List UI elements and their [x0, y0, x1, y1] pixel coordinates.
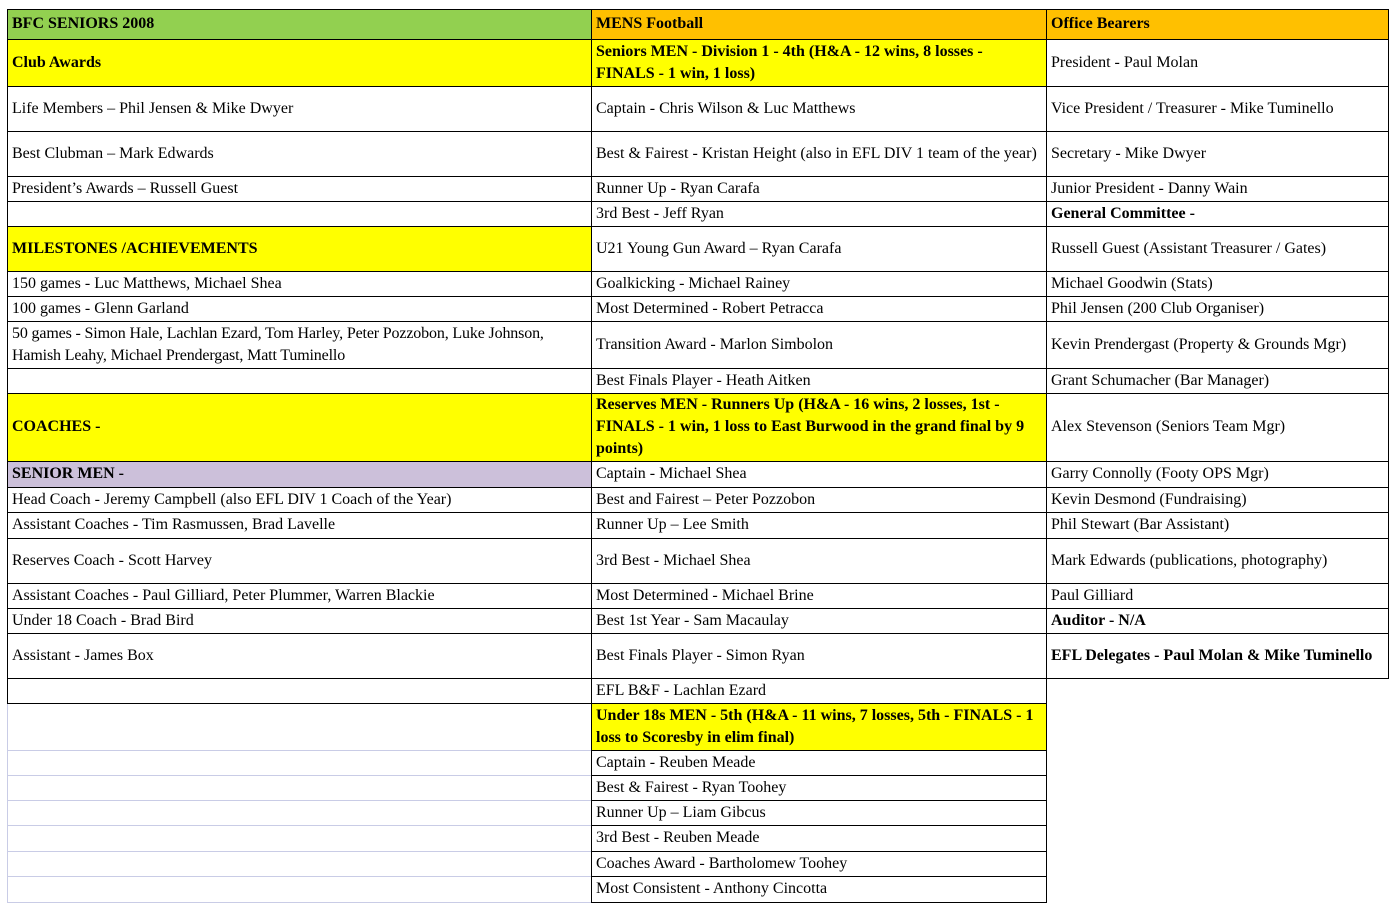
seniors-3rd-best-cell: 3rd Best - Jeff Ryan	[596, 204, 724, 222]
grid-line	[7, 368, 1389, 369]
seniors-captain-cell: Captain - Chris Wilson & Luc Matthews	[596, 99, 856, 117]
grid-line	[591, 825, 1046, 826]
grid-line	[7, 902, 591, 903]
grid-line	[591, 800, 1046, 801]
seniors-runner-up-cell: Runner Up - Ryan Carafa	[596, 179, 760, 197]
paul-gilliard-cell: Paul Gilliard	[1051, 586, 1134, 604]
kevin-desmond-cell: Kevin Desmond (Fundraising)	[1051, 490, 1247, 508]
grid-line	[591, 9, 592, 903]
grid-line	[7, 131, 1389, 132]
u18-captain-cell: Captain - Reuben Meade	[596, 753, 756, 771]
grid-line	[7, 9, 1389, 10]
grid-line	[7, 176, 1389, 177]
grid-line	[7, 538, 1389, 539]
grid-line	[7, 750, 591, 751]
transition-award-cell: Transition Award - Marlon Simbolon	[596, 335, 834, 353]
grid-line	[7, 608, 1389, 609]
assistant-coaches-1-cell: Assistant Coaches - Tim Rasmussen, Brad Lavelle	[12, 516, 336, 533]
grid-line	[7, 226, 1389, 227]
grant-schumacher-cell: Grant Schumacher (Bar Manager)	[1051, 371, 1270, 389]
efl-delegates-cell: EFL Delegates - Paul Molan & Mike Tuminello	[1051, 646, 1373, 664]
u21-award-cell: U21 Young Gun Award – Ryan Carafa	[596, 239, 842, 257]
milestones-heading: MILESTONES /ACHIEVEMENTS	[7, 226, 591, 271]
grid-line	[591, 876, 1046, 877]
seniors-best-fairest-cell: Best & Fairest - Kristan Height (also in EFL DIV 1 team of the year)	[596, 144, 1037, 162]
grid-line	[7, 321, 1389, 322]
grid-line	[7, 296, 1389, 297]
reserves-best-finals-cell: Best Finals Player - Simon Ryan	[596, 646, 805, 664]
grid-line	[7, 512, 1389, 513]
head-coach-cell: Head Coach - Jeremy Campbell (also EFL DIV 1 Coach of the Year)	[12, 490, 452, 508]
u18-best-fairest-cell: Best & Fairest - Ryan Toohey	[596, 778, 787, 796]
efl-bf-cell: EFL B&F - Lachlan Ezard	[596, 681, 767, 699]
office-bearers-header: Office Bearers	[1046, 9, 1389, 39]
table-title-cell: BFC SENIORS 2008	[7, 9, 591, 39]
grid-line	[7, 633, 1389, 634]
awards-table	[7, 9, 1389, 905]
grid-line	[7, 678, 1389, 679]
reserves-best-1st-year-cell: Best 1st Year - Sam Macaulay	[596, 611, 789, 629]
grid-line	[7, 851, 591, 852]
club-awards-heading: Club Awards	[7, 39, 591, 86]
phil-jensen-cell: Phil Jensen (200 Club Organiser)	[1051, 299, 1265, 317]
grid-line	[7, 271, 1389, 272]
reserves-captain-cell: Captain - Michael Shea	[596, 465, 747, 482]
assistant-coaches-2-cell: Assistant Coaches - Paul Gilliard, Peter Plummer, Warren Blackie	[12, 586, 435, 604]
grid-line	[7, 461, 1389, 462]
life-members-cell: Life Members – Phil Jensen & Mike Dwyer	[12, 99, 294, 117]
under18s-men-heading: Under 18s MEN - 5th (H&A - 11 wins, 7 losses, 5th - FINALS - 1 loss to Scoresby in elim final)	[591, 703, 1046, 750]
grid-line	[7, 775, 591, 776]
michael-goodwin-cell: Michael Goodwin (Stats)	[1051, 274, 1213, 292]
reserves-3rd-best-cell: 3rd Best - Michael Shea	[596, 551, 751, 569]
secretary-cell: Secretary - Mike Dwyer	[1051, 144, 1207, 162]
empty-cell	[7, 201, 591, 226]
mens-football-header: MENS Football	[591, 9, 1046, 39]
games-50-cell: 50 games - Simon Hale, Lachlan Ezard, Tom Harley, Peter Pozzobon, Luke Johnson, Hamish Leahy, Michael Prendergast, Matt Tuminello	[12, 324, 544, 364]
u18-most-consistent-cell: Most Consistent - Anthony Cincotta	[596, 880, 828, 897]
phil-stewart-cell: Phil Stewart (Bar Assistant)	[1051, 516, 1230, 533]
mark-edwards-cell: Mark Edwards (publications, photography)	[1051, 551, 1328, 569]
grid-line	[7, 86, 1389, 87]
grid-line	[7, 800, 591, 801]
auditor-cell: Auditor - N/A	[1051, 611, 1146, 629]
president-cell: President - Paul Molan	[1051, 53, 1199, 71]
grid-line	[7, 487, 1389, 488]
grid-line	[591, 851, 1046, 852]
grid-line	[7, 704, 8, 903]
grid-line	[1388, 9, 1389, 679]
grid-line	[1046, 9, 1047, 903]
empty-cell	[7, 368, 591, 393]
best-finals-player-cell: Best Finals Player - Heath Aitken	[596, 371, 811, 389]
grid-line	[7, 583, 1389, 584]
seniors-men-heading: Seniors MEN - Division 1 - 4th (H&A - 12 wins, 8 losses - FINALS - 1 win, 1 loss)	[591, 39, 1046, 86]
grid-line	[591, 750, 1046, 751]
grid-line	[7, 9, 8, 704]
general-committee-heading: General Committee -	[1051, 204, 1195, 222]
presidents-awards-cell: President’s Awards – Russell Guest	[12, 179, 239, 197]
senior-men-heading: SENIOR MEN -	[7, 461, 591, 487]
grid-line	[7, 876, 591, 877]
grid-line	[7, 825, 591, 826]
games-100-cell: 100 games - Glenn Garland	[12, 299, 189, 317]
best-clubman-cell: Best Clubman – Mark Edwards	[12, 144, 214, 162]
coaches-heading: COACHES -	[7, 393, 591, 461]
most-determined-cell: Most Determined - Robert Petracca	[596, 299, 824, 317]
grid-line	[7, 201, 1389, 202]
reserves-most-determined-cell: Most Determined - Michael Brine	[596, 586, 814, 604]
games-150-cell: 150 games - Luc Matthews, Michael Shea	[12, 274, 282, 292]
junior-president-cell: Junior President - Danny Wain	[1051, 179, 1248, 197]
goalkicking-cell: Goalkicking - Michael Rainey	[596, 274, 791, 292]
u18-3rd-best-cell: 3rd Best - Reuben Meade	[596, 829, 760, 846]
empty-cell	[7, 678, 591, 703]
reserves-men-heading: Reserves MEN - Runners Up (H&A - 16 wins, 2 losses, 1st - FINALS - 1 win, 1 loss to East Burwood in the grand final by 9 points)	[591, 393, 1046, 461]
kevin-prendergast-cell: Kevin Prendergast (Property & Grounds Mgr)	[1051, 335, 1347, 353]
reserves-best-fairest-cell: Best and Fairest – Peter Pozzobon	[596, 490, 816, 508]
assistant-cell: Assistant - James Box	[12, 646, 154, 664]
grid-line	[7, 703, 1046, 704]
reserves-coach-cell: Reserves Coach - Scott Harvey	[12, 551, 212, 569]
reserves-runner-up-cell: Runner Up – Lee Smith	[596, 516, 749, 533]
garry-connolly-cell: Garry Connolly (Footy OPS Mgr)	[1051, 465, 1269, 482]
grid-line	[591, 775, 1046, 776]
u18-runner-up-cell: Runner Up – Liam Gibcus	[596, 803, 766, 821]
alex-stevenson-cell: Alex Stevenson (Seniors Team Mgr)	[1051, 418, 1286, 435]
u18-coaches-award-cell: Coaches Award - Bartholomew Toohey	[596, 854, 848, 872]
russell-guest-cell: Russell Guest (Assistant Treasurer / Gates)	[1051, 239, 1327, 257]
grid-line	[7, 393, 1389, 394]
under18-coach-cell: Under 18 Coach - Brad Bird	[12, 611, 194, 629]
vice-president-cell: Vice President / Treasurer - Mike Tuminello	[1051, 99, 1334, 117]
grid-line	[591, 902, 1046, 903]
grid-line	[7, 39, 1389, 40]
